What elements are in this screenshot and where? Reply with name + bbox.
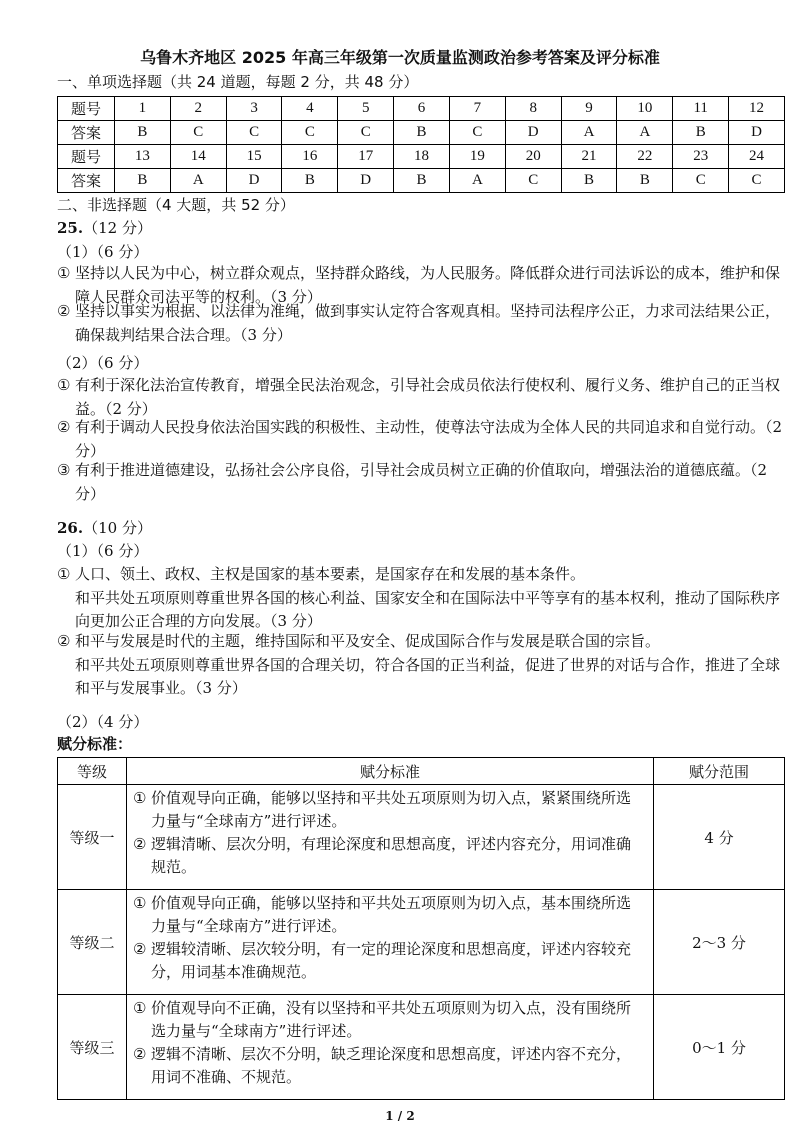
- criterion-text: 价值观导向正确，能够以坚持和平共处五项原则为切入点，基本围绕所选力量与“全球南方”进行评述。: [151, 894, 632, 935]
- answer-cell: D: [729, 121, 785, 145]
- row-label-num: 题号: [58, 97, 115, 121]
- item-text: 有利于推进道德建设，弘扬社会公序良俗，引导社会成员树立正确的价值取向，增强法治的道德底蕴。（2 分）: [75, 461, 768, 503]
- rubric-level-name: 等级三: [58, 995, 127, 1100]
- question-number-cell: 8: [505, 97, 561, 121]
- q26-score: （10 分）: [83, 519, 152, 537]
- answer-cell: B: [115, 169, 171, 193]
- answer-cell: D: [505, 121, 561, 145]
- table-row-answers-2: [58, 169, 785, 193]
- criterion-text: 逻辑较清晰、层次较分明，有一定的理论深度和思想高度，评述内容较充分，用词基本准确规范。: [151, 940, 632, 981]
- criterion-number: ①: [133, 999, 147, 1017]
- table-row: [58, 995, 785, 1100]
- question-number-cell: 16: [282, 145, 338, 169]
- row-label-ans: 答案: [58, 169, 115, 193]
- q25-heading: [57, 217, 152, 239]
- q25-part2-heading: （2）（6 分）: [57, 354, 149, 372]
- answer-cell: B: [282, 169, 338, 193]
- question-number-cell: 17: [338, 145, 394, 169]
- item-number: ②: [57, 632, 71, 650]
- item-number: ③: [57, 461, 71, 479]
- question-number-cell: 1: [115, 97, 171, 121]
- item-number: ②: [57, 418, 71, 436]
- answer-cell: D: [338, 169, 394, 193]
- q26-number: 26.: [57, 519, 84, 537]
- multiple-choice-answer-table: [57, 96, 785, 193]
- criterion-1: [133, 997, 645, 1043]
- q25-p2-item-1: [57, 374, 785, 421]
- question-number-cell: 23: [673, 145, 729, 169]
- answer-cell: C: [449, 121, 505, 145]
- item-text: 有利于调动人民投身依法治国实践的积极性、主动性，使尊法守法成为全体人民的共同追求和自觉行动。（2 分）: [75, 418, 783, 460]
- question-number-cell: 5: [338, 97, 394, 121]
- criterion-number: ②: [133, 835, 147, 853]
- q25-number: 25.: [57, 219, 84, 237]
- answer-cell: D: [226, 169, 282, 193]
- criterion-text: 价值观导向不正确，没有以坚持和平共处五项原则为切入点，没有围绕所选力量与“全球南方”进行评述。: [151, 999, 632, 1040]
- table-row: [58, 785, 785, 890]
- answer-cell: C: [505, 169, 561, 193]
- answer-cell: C: [729, 169, 785, 193]
- answer-cell: B: [561, 169, 617, 193]
- criterion-number: ①: [133, 894, 147, 912]
- question-number-cell: 21: [561, 145, 617, 169]
- question-number-cell: 20: [505, 145, 561, 169]
- item-text-line-1: 人口、领土、政权、主权是国家的基本要素，是国家存在和发展的基本条件。: [75, 565, 586, 583]
- section-1-heading: 一、单项选择题（共 24 道题，每题 2 分，共 48 分）: [57, 73, 419, 91]
- q25-p2-item-2: [57, 416, 785, 463]
- answer-cell: B: [394, 169, 450, 193]
- q26-p1-item-2: [57, 630, 785, 701]
- answer-cell: C: [338, 121, 394, 145]
- rubric-head-criteria: 赋分标准: [127, 758, 654, 785]
- rubric-table: [57, 757, 785, 1100]
- row-label-ans: 答案: [58, 121, 115, 145]
- rubric-label: 赋分标准：: [57, 735, 133, 753]
- answer-cell: B: [617, 169, 673, 193]
- q26-heading: [57, 517, 152, 539]
- question-number-cell: 24: [729, 145, 785, 169]
- q25-score: （12 分）: [83, 219, 152, 237]
- page-title: 乌鲁木齐地区 2025 年高三年级第一次质量监测政治参考答案及评分标准: [140, 48, 660, 67]
- q26-part2-heading: （2）（4 分）: [57, 713, 149, 731]
- question-number-cell: 7: [449, 97, 505, 121]
- criterion-2: [133, 833, 645, 879]
- answer-cell: B: [394, 121, 450, 145]
- item-text-line-1: 和平与发展是时代的主题，维持国际和平及安全、促成国际合作与发展是联合国的宗旨。: [75, 632, 661, 650]
- criterion-number: ②: [133, 940, 147, 958]
- answer-cell: C: [673, 169, 729, 193]
- answer-cell: C: [282, 121, 338, 145]
- criterion-text: 逻辑清晰、层次分明，有理论深度和思想高度，评述内容充分，用词准确规范。: [151, 835, 632, 876]
- table-row-numbers-2: [58, 145, 785, 169]
- item-number: ①: [57, 376, 71, 394]
- question-number-cell: 22: [617, 145, 673, 169]
- question-number-cell: 12: [729, 97, 785, 121]
- question-number-cell: 11: [673, 97, 729, 121]
- criterion-1: [133, 892, 645, 938]
- criterion-number: ①: [133, 789, 147, 807]
- answer-cell: C: [226, 121, 282, 145]
- q26-part1-heading: （1）（6 分）: [57, 542, 149, 560]
- criterion-2: [133, 1043, 645, 1089]
- rubric-criteria: [127, 995, 654, 1100]
- item-text-line-2: 和平共处五项原则尊重世界各国的核心利益、国家安全和在国际法中平等享有的基本权利，推动了国际秩序向更加公正合理的方向发展。（3 分）: [75, 588, 781, 630]
- item-text-line-2: 和平共处五项原则尊重世界各国的合理关切，符合各国的正当利益，促进了世界的对话与合作，推进了全球和平与发展事业。（3 分）: [75, 655, 781, 697]
- section-2-heading: 二、非选择题（4 大题，共 52 分）: [57, 196, 295, 214]
- item-number: ②: [57, 302, 71, 320]
- table-row: [58, 890, 785, 995]
- rubric-level-name: 等级一: [58, 785, 127, 890]
- rubric-level-name: 等级二: [58, 890, 127, 995]
- answer-cell: A: [170, 169, 226, 193]
- question-number-cell: 13: [115, 145, 171, 169]
- rubric-criteria: [127, 785, 654, 890]
- criterion-1: [133, 787, 645, 833]
- question-number-cell: 9: [561, 97, 617, 121]
- question-number-cell: 18: [394, 145, 450, 169]
- q25-part1-heading: （1）（6 分）: [57, 243, 149, 261]
- question-number-cell: 15: [226, 145, 282, 169]
- table-row-answers-1: [58, 121, 785, 145]
- item-number: ①: [57, 264, 71, 282]
- rubric-head-level: 等级: [58, 758, 127, 785]
- answer-cell: A: [449, 169, 505, 193]
- table-row-numbers-1: [58, 97, 785, 121]
- answer-cell: A: [561, 121, 617, 145]
- row-label-num: 题号: [58, 145, 115, 169]
- q25-p1-item-2: [57, 300, 785, 347]
- question-number-cell: 14: [170, 145, 226, 169]
- q26-p1-item-1: [57, 563, 785, 634]
- criterion-text: 价值观导向正确，能够以坚持和平共处五项原则为切入点，紧紧围绕所选力量与“全球南方”进行评述。: [151, 789, 632, 830]
- item-number: ①: [57, 565, 71, 583]
- question-number-cell: 6: [394, 97, 450, 121]
- q25-p2-item-3: [57, 459, 785, 506]
- question-number-cell: 10: [617, 97, 673, 121]
- answer-cell: B: [115, 121, 171, 145]
- answer-cell: A: [617, 121, 673, 145]
- answer-cell: C: [170, 121, 226, 145]
- question-number-cell: 2: [170, 97, 226, 121]
- rubric-head-range: 赋分范围: [654, 758, 785, 785]
- rubric-header-row: [58, 758, 785, 785]
- rubric-criteria: [127, 890, 654, 995]
- question-number-cell: 4: [282, 97, 338, 121]
- question-number-cell: 19: [449, 145, 505, 169]
- rubric-range: 2～3 分: [654, 890, 785, 995]
- answer-cell: B: [673, 121, 729, 145]
- criterion-number: ②: [133, 1045, 147, 1063]
- item-text: 坚持以人民为中心，树立群众观点，坚持群众路线，为人民服务。降低群众进行司法诉讼的成本，维护和保障人民群众司法平等的权利。（3 分）: [75, 264, 781, 306]
- criterion-2: [133, 938, 645, 984]
- criterion-text: 逻辑不清晰、层次不分明，缺乏理论深度和思想高度，评述内容不充分，用词不准确、不规范。: [151, 1045, 632, 1086]
- rubric-range: 4 分: [654, 785, 785, 890]
- question-number-cell: 3: [226, 97, 282, 121]
- page-number: 1 / 2: [385, 1109, 415, 1123]
- item-text: 坚持以事实为根据、以法律为准绳，做到事实认定符合客观真相。坚持司法程序公正，力求司法结果公正，确保裁判结果合法合理。（3 分）: [75, 302, 781, 344]
- rubric-range: 0～1 分: [654, 995, 785, 1100]
- item-text: 有利于深化法治宣传教育，增强全民法治观念，引导社会成员依法行使权利、履行义务、维护自己的正当权益。（2 分）: [75, 376, 781, 418]
